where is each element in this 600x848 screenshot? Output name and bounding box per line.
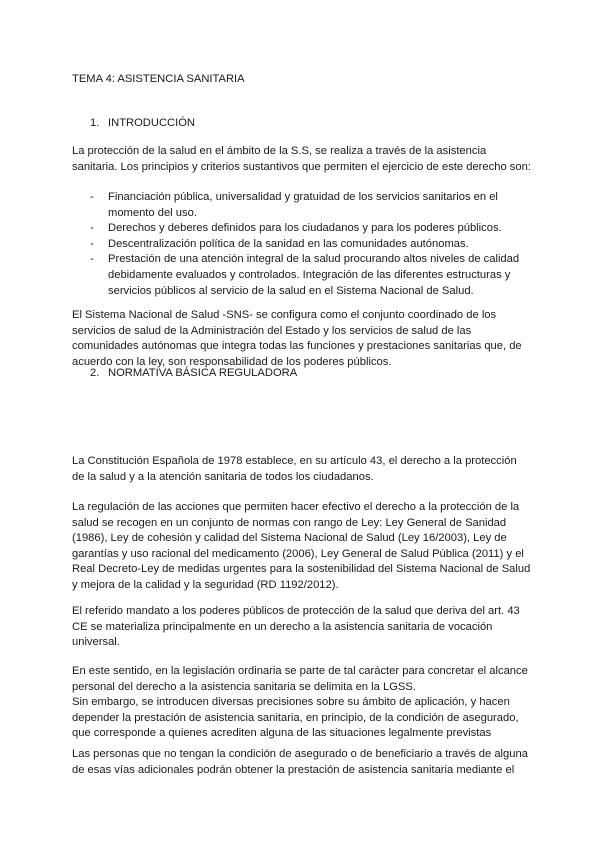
mandato-paragraph: El referido mandato a los poderes públicos de protección de la salud que deriva del art. 43 CE se materializa principalmente en un derecho a la asistencia sanitaria de vocación universal. [72,605,520,649]
section-title: INTRODUCCIÓN [108,117,196,129]
list-item [90,190,530,221]
bullet-dash: - [90,191,94,203]
regulacion-paragraph: La regulación de las acciones que permiten hacer efectivo el derecho a la protección de la salud se recogen en un conjunto de normas con rango de Ley: Ley General de Sanidad (1986), Ley de cohesión y calidad del Sistema Nacional de Salud (Ley 16/2003), Ley de garantías y uso racional del medicamento (2006), Ley General de Salud Pública (2011) y el Real Decreto-Ley de medidas urgentes para la sostenibilidad del Sistema Nacional de Salud y mejora de la calidad y la seguridad (RD 1192/2012). [72,501,531,591]
list-item [90,237,530,253]
intro-paragraph: La protección de la salud en el ámbito de la S.S, se realiza a través de la asistencia sanitaria. Los principios y criterios sustantivos que permiten el ejercicio de este derecho son: [72,145,531,173]
section-heading-introduccion [90,116,550,132]
principles-list [90,190,530,299]
section-number: 1. [90,117,100,129]
section-title: NORMATIVA BÁSICA REGULADORA [108,367,298,379]
list-item [90,221,530,237]
legislacion-paragraph [72,664,532,742]
list-item-text: Descentralización política de la sanidad en las comunidades autónomas. [108,237,469,250]
list-item-text: Prestación de una atención integral de la salud procurando altos niveles de calidad debidamente evaluados y controlados. Integración de las diferentes estructuras y servicios públicos al servicio de la salud en el Sistema Nacional de Salud. [108,253,520,297]
list-item [90,252,530,299]
list-item-text: Derechos y deberes definidos para los ciudadanos y para los poderes públicos. [108,222,502,235]
document-title: TEMA 4: ASISTENCIA SANITARIA [72,73,245,85]
constitucion-paragraph: La Constitución Española de 1978 establece, en su artículo 43, el derecho a la protección de la salud y a la atención sanitaria de todos los ciudadanos. [72,455,517,483]
bullet-dash: - [90,237,94,250]
bullet-dash: - [90,253,94,266]
sns-paragraph: El Sistema Nacional de Salud -SNS- se configura como el conjunto coordinado de los servicios de salud de la Administración del Estado y los servicios de salud de las comunidades autónomas que integra todas las funciones y prestaciones sanitarias que, de acuerdo con la ley, son responsabilidad de los poderes públicos. [72,309,522,368]
list-item-text: Financiación pública, universalidad y gratuidad de los servicios sanitarios en el momento del uso. [108,191,498,219]
section-heading-normativa [90,366,550,382]
bullet-dash: - [90,222,94,235]
legislacion-text-2: Sin embargo, se introducen diversas precisiones sobre su ámbito de aplicación, y hacen depender la prestación de asistencia sanitaria, en principio, de la condición de asegurado, que corresponde a quienes acrediten alguna de las situaciones legalmente previstas [72,696,519,740]
personas-paragraph: Las personas que no tengan la condición de asegurado o de beneficiario a través de alguna de esas vías adicionales podrán obtener la prestación de asistencia sanitaria mediante el [72,748,528,776]
legislacion-text-1: En este sentido, en la legislación ordinaria se parte de tal carácter para concretar el alcance personal del derecho a la asistencia sanitaria se delimita en la LGSS. [72,665,528,693]
section-number: 2. [90,367,100,379]
